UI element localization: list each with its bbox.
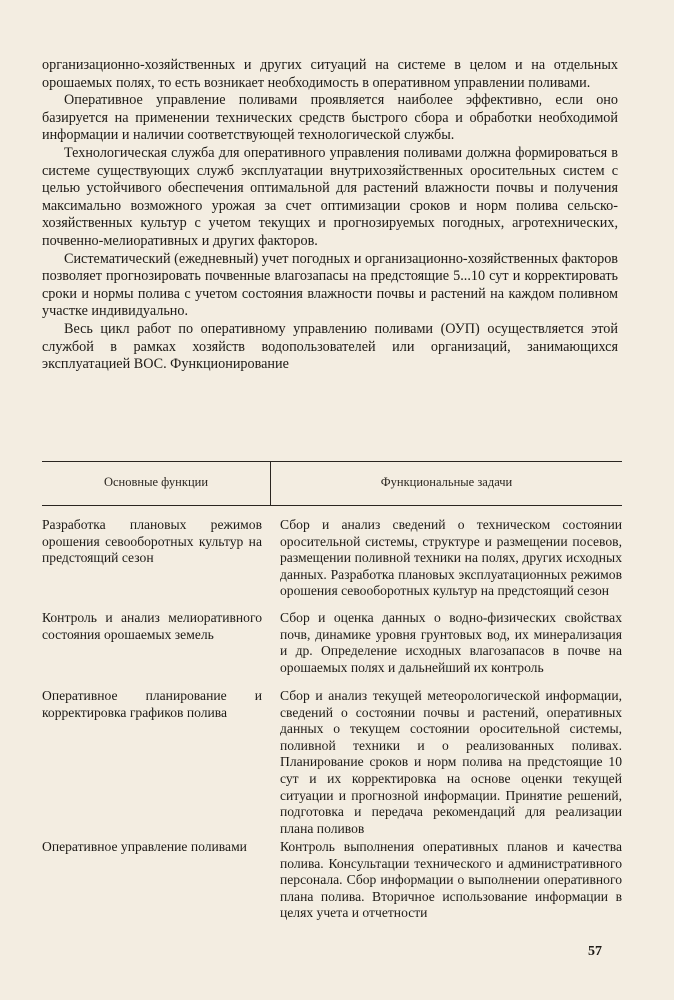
tasks-cell: Контроль выполнения оперативных планов и качества полива. Консультации технического и административного персонала. Сбор информации о выполнении оперативного плана полива. Вторичное использование информации в целях учета и отчетности [280,839,622,921]
function-cell: Контроль и анализ мелиоративного состояния орошаемых земель [42,610,262,642]
tasks-cell: Сбор и оценка данных о водно-физических свойствах почв, динамике уровня грунтовых вод, их минерализация и др. Определение исходных влагозапасов в почве на орошаемых полях и дальнейший их контроль [280,610,622,675]
function-cell: Оперативное планирование и корректировка графиков полива [42,688,262,720]
table-header-rule [42,505,622,506]
tasks-cell: Сбор и анализ сведений о техническом состоянии оросительной системы, структуре и размещении посевов, размещении поливной техники на полях, других исходных данных. Разработка плановых эксплуатационных режимов орошения севооборотных культур на предстоящий сезон [280,517,622,599]
paragraph-5: Весь цикл работ по оперативному управлению поливами (ОУП) осуществляется этой службой в рамках хозяйств водопользователей или организаций, занимающихся эксплуатацией ВОС. Функционирование [42,320,618,373]
tasks-cell: Сбор и анализ текущей метеорологической информации, сведений о состоянии почвы и растений, оперативных данных о текущем состоянии оросительной системы, поливной техники и о реализованных поливах. Планирование сроков и норм полива на предстоящие 10 сут и их корректировка на основе оценки текущей ситуации и прогнозной информации. Принятие решений, подготовка и передача рекомендаций для реализации плана поливов [280,688,622,836]
function-cell: Оперативное управление поливами [42,839,247,854]
paragraph-3: Технологическая служба для оперативного управления поливами должна формироваться в системе существующих служб эксплуатации внутрихозяйственных оросительных систем с целью устойчивого обеспечения оптимальной для растений влажности почвы и получения максимально возможного урожая за счет оптимизации сроков и норм полива сельскохозяйственных культур с учетом текущих и прогнозируемых погодных, агротехнических, почвенно-мелиоративных и других факторов. [42,144,618,249]
header-functional-tasks: Функциональные задачи [380,475,513,489]
header-main-functions: Основные функции [103,475,209,489]
body-text [42,57,618,374]
paragraph-1: организационно-хозяйственных и других ситуаций на системе в целом и на отдельных орошаемых полях, то есть возникает необходимость в оперативном управлении поливами. [42,57,618,91]
function-cell: Разработка плановых режимов орошения севооборотных культур на предстоящий сезон [42,517,262,566]
paragraph-4: Систематический (ежедневный) учет погодных и организационно-хозяйственных факторов позволяет прогнозировать почвенные влагозапасы на предстоящие 5...10 сут и корректировать сроки и нормы полива с учетом состояния влажности почвы и растений на каждом поливном участке индивидуально. [42,250,618,320]
page-number: 57 [588,944,602,959]
table-top-rule [42,461,622,462]
paragraph-2: Оперативное управление поливами проявляется наиболее эффективно, если оно базируется на применении технических средств быстрого сбора и обработки необходимой информации и наличии соответствующей технологической службы. [42,92,618,144]
